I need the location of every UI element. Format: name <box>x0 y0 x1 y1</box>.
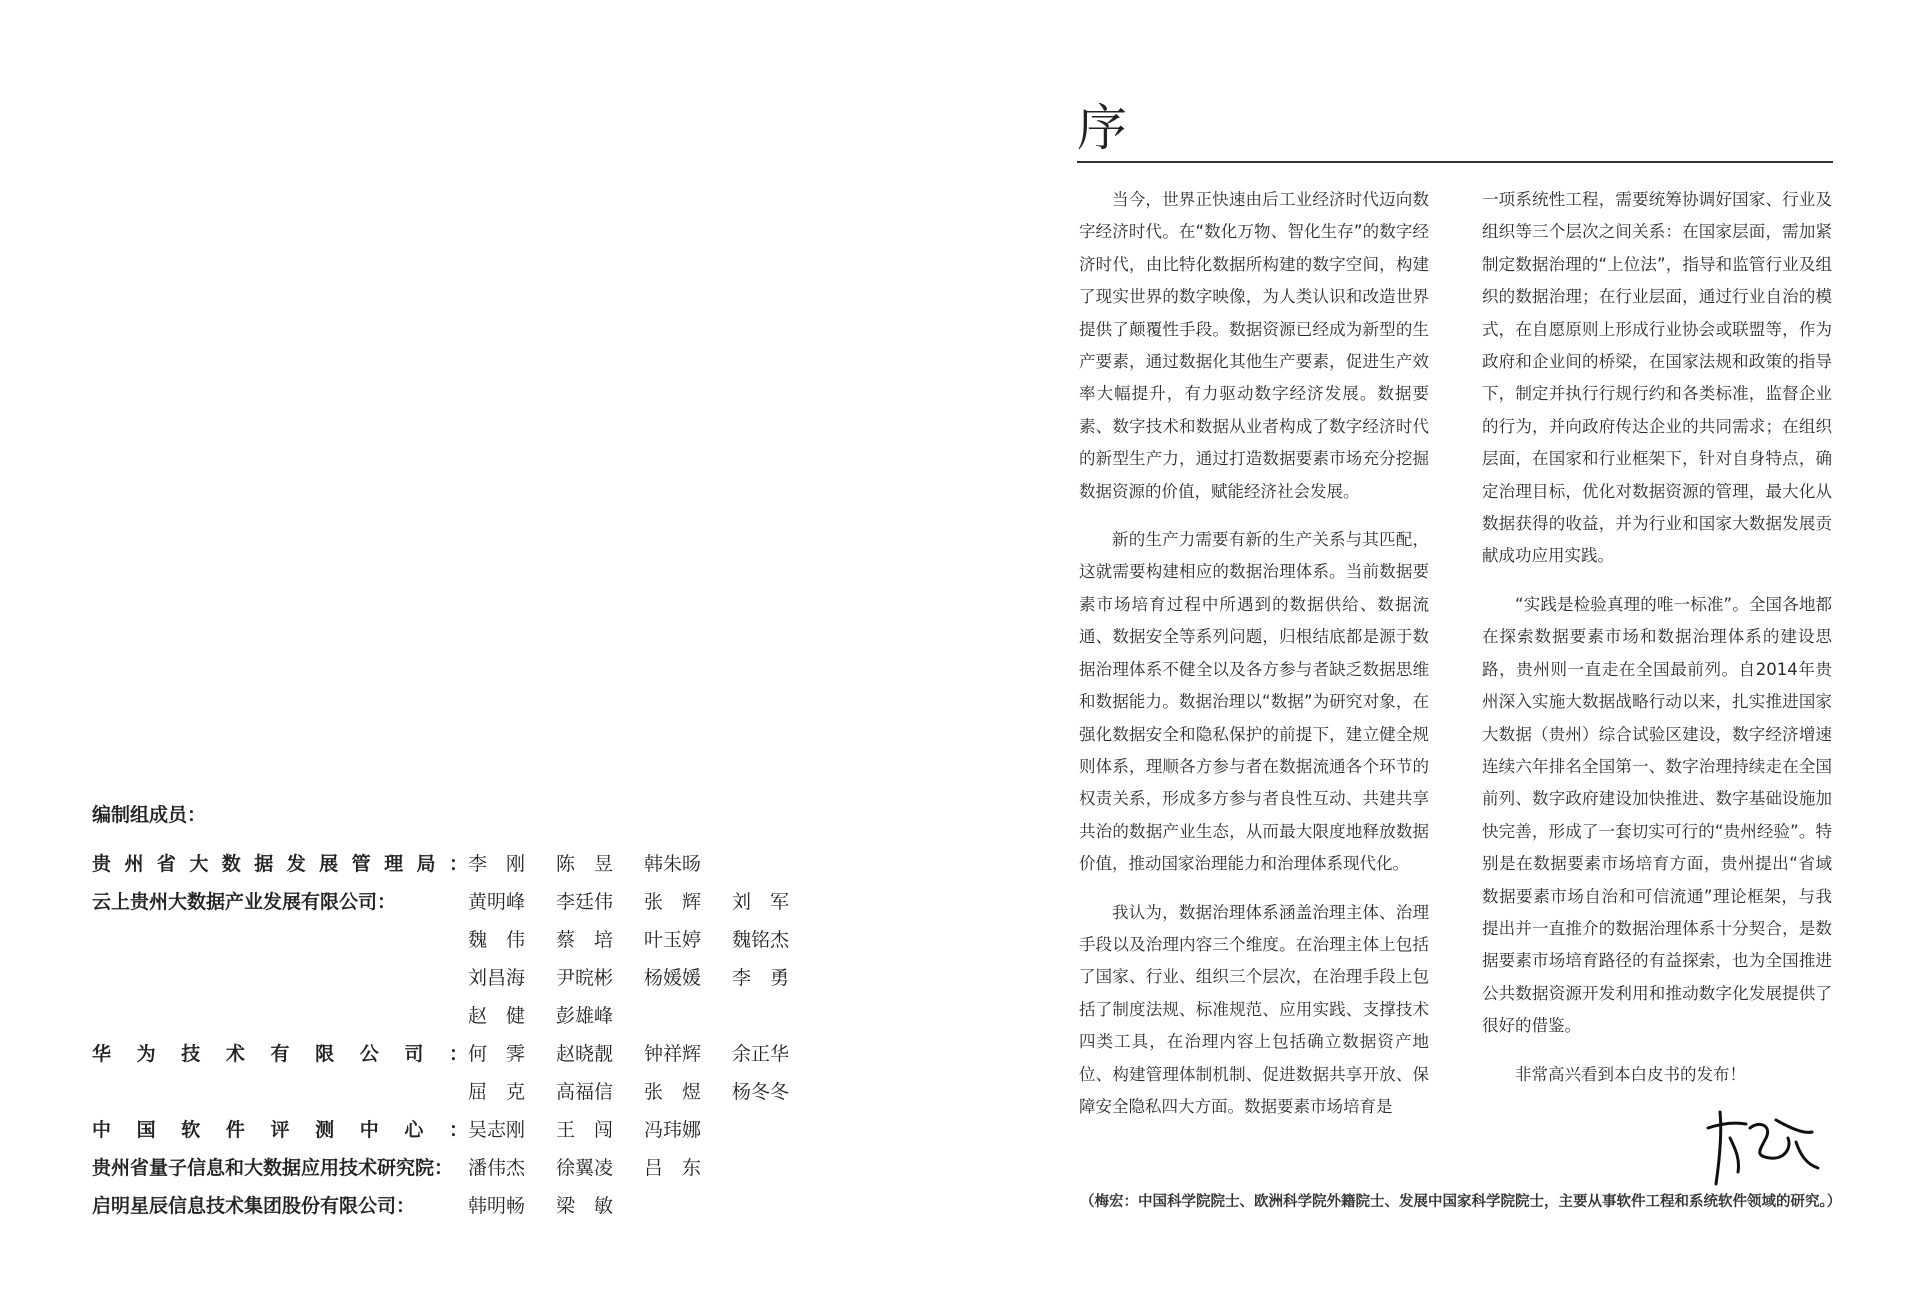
org-people <box>468 1149 820 1187</box>
committee-members <box>92 800 832 1225</box>
org-name-text: 中国软件评测中心 <box>92 1119 449 1141</box>
member-name: 王 闯 <box>556 1119 614 1141</box>
org-name-text: 贵州省量子信息和大数据应用技术研究院 <box>92 1157 435 1179</box>
org-name <box>92 1035 468 1073</box>
org-row <box>92 1149 832 1187</box>
member-name: 杨媛媛 <box>644 967 702 989</box>
member-name: 杨冬冬 <box>732 1081 790 1103</box>
org-name-text: 云上贵州大数据产业发展有限公司 <box>92 891 378 913</box>
member-name: 尹晥彬 <box>556 967 614 989</box>
org-name-colon: ： <box>377 891 397 913</box>
preface-title: 序 <box>1077 99 1127 157</box>
org-name-text: 贵州省大数据发展管理局 <box>92 853 449 875</box>
member-name: 吴志刚 <box>468 1119 526 1141</box>
org-people <box>468 1111 820 1149</box>
preface-paragraph-4: “实践是检验真理的唯一标准”。全国各地都在探索数据要素市场和数据治理体系的建设思路，贵州则一直走在全国最前列。自2014年贵州深入实施大数据战略行动以来，扎实推进国家大数据（贵州）综合试验区建设，数字经济增速连续六年排名全国第一、数字治理持续走在全国前列、数字政府建设加快推进、数字基础设施加快完善，形成了一套切实可行的“贵州经验”。特别是在数据要素市场培育方面，贵州提出“省域数据要素市场自治和可信流通”理论框架，与我提出并一直推介的数据治理体系十分契合，是数据要素市场培育路径的有益探索，也为全国推进公共数据资源开发利用和推动数字化发展提供了很好的借鉴。 <box>1482 594 1832 1036</box>
member-name: 赵 健 <box>468 1005 526 1027</box>
org-name <box>92 883 468 921</box>
title-divider <box>1077 161 1833 163</box>
preface-closing: 非常高兴看到本白皮书的发布！ <box>1515 1064 1746 1084</box>
member-name: 李 刚 <box>468 853 526 875</box>
member-name: 刘 军 <box>732 891 790 913</box>
preface-paragraph-1: 当今，世界正快速由后工业经济时代迈向数字经济时代。在“数化万物、智化生存”的数字经济时代，由比特化数据所构建的数字空间，构建了现实世界的数字映像，为人类认识和改造世界提供了颠覆性手段。数据资源已经成为新型的生产要素，通过数据化其他生产要素，促进生产效率大幅提升，有力驱动数字经济发展。数据要素、数字技术和数据从业者构成了数字经济时代的新型生产力，通过打造数据要素市场充分挖掘数据资源的价值，赋能经济社会发展。 <box>1079 190 1429 501</box>
member-name: 余正华 <box>732 1043 790 1065</box>
org-name-colon: ： <box>448 1043 468 1065</box>
org-name-text: 华为技术有限公司 <box>92 1043 449 1065</box>
org-list <box>92 845 832 1225</box>
member-name: 李廷伟 <box>556 891 614 913</box>
member-name: 蔡 培 <box>556 929 614 951</box>
org-row <box>92 1111 832 1149</box>
member-name: 韩明畅 <box>468 1195 526 1217</box>
member-name: 李 勇 <box>732 967 790 989</box>
preface-paragraph-2: 新的生产力需要有新的生产关系与其匹配，这就需要构建相应的数据治理体系。当前数据要素市场培育过程中所遇到的数据供给、数据流通、数据安全等系列问题，归根结底都是源于数据治理体系不健全以及各方参与者缺乏数据思维和数据能力。数据治理以“数据”为研究对象，在强化数据安全和隐私保护的前提下，建立健全规则体系，理顺各方参与者在数据流通各个环节的权责关系，形成多方参与者良性互动、共建共享共治的数据产业生态，从而最大限度地释放数据价值，推动国家治理能力和治理体系现代化。 <box>1079 530 1429 874</box>
member-name: 吕 东 <box>644 1157 702 1179</box>
preface-paragraph-3-continued: 一项系统性工程，需要统筹协调好国家、行业及组织等三个层次之间关系：在国家层面，需加紧制定数据治理的“上位法”，指导和监管行业及组织的数据治理；在行业层面，通过行业自治的模式，在自愿原则上形成行业协会或联盟等，作为政府和企业间的桥梁，在国家法规和政策的指导下，制定并执行行规行约和各类标准，监督企业的行为，并向政府传达企业的共同需求；在组织层面，在国家和行业框架下，针对自身特点，确定治理目标，优化对数据资源的管理，最大化从数据获得的收益，并为行业和国家大数据发展贡献成功应用实践。 <box>1482 190 1832 566</box>
org-row <box>92 883 832 1035</box>
member-name: 韩朱旸 <box>644 853 702 875</box>
member-name: 叶玉婷 <box>644 929 702 951</box>
org-people <box>468 1035 820 1111</box>
org-name <box>92 1187 468 1225</box>
member-name: 梁 敏 <box>556 1195 614 1217</box>
org-name <box>92 1149 468 1187</box>
preface-paragraph-3: 我认为，数据治理体系涵盖治理主体、治理手段以及治理内容三个维度。在治理主体上包括了国家、行业、组织三个层次，在治理手段上包括了制度法规、标准规范、应用实践、支撑技术四类工具，在治理内容上包括确立数据资产地位、构建管理体制机制、促进数据共享开放、保障安全隐私四大方面。数据要素市场培育是 <box>1079 902 1429 1116</box>
member-name: 高福信 <box>556 1081 614 1103</box>
member-name: 赵晓靓 <box>556 1043 614 1065</box>
member-name: 刘昌海 <box>468 967 526 989</box>
member-name: 魏 伟 <box>468 929 526 951</box>
org-people <box>468 1187 820 1225</box>
member-name: 彭雄峰 <box>556 1005 614 1027</box>
org-name-colon: ： <box>396 1195 416 1217</box>
member-name: 陈 昱 <box>556 853 614 875</box>
preface-column-right <box>1482 184 1832 1107</box>
org-row <box>92 1187 832 1225</box>
member-name: 潘伟杰 <box>468 1157 526 1179</box>
members-title: 编制组成员： <box>92 804 207 826</box>
member-name: 屈 克 <box>468 1081 526 1103</box>
preface-column-left <box>1079 184 1429 1139</box>
member-name: 张 辉 <box>644 891 702 913</box>
author-footnote: （梅宏：中国科学院院士、欧洲科学院外籍院士、发展中国家科学院院士，主要从事软件工程和系统软件领域的研究。） <box>1080 1194 1842 1210</box>
member-name: 张 煜 <box>644 1081 702 1103</box>
org-row <box>92 1035 832 1111</box>
member-name: 徐翼凌 <box>556 1157 614 1179</box>
member-name: 魏铭杰 <box>732 929 790 951</box>
org-name-text: 启明星辰信息技术集团股份有限公司 <box>92 1195 397 1217</box>
org-row <box>92 845 832 883</box>
member-name: 黄明峰 <box>468 891 526 913</box>
member-name: 钟祥辉 <box>644 1043 702 1065</box>
org-people <box>468 883 820 1035</box>
org-name <box>92 845 468 883</box>
member-name: 何 霁 <box>468 1043 526 1065</box>
org-name-colon: ： <box>434 1157 454 1179</box>
org-name-colon: ： <box>448 853 468 875</box>
org-people <box>468 845 820 883</box>
signature-image <box>1700 1098 1820 1188</box>
org-name <box>92 1111 468 1149</box>
member-name: 冯玮娜 <box>644 1119 702 1141</box>
org-name-colon: ： <box>448 1119 468 1141</box>
